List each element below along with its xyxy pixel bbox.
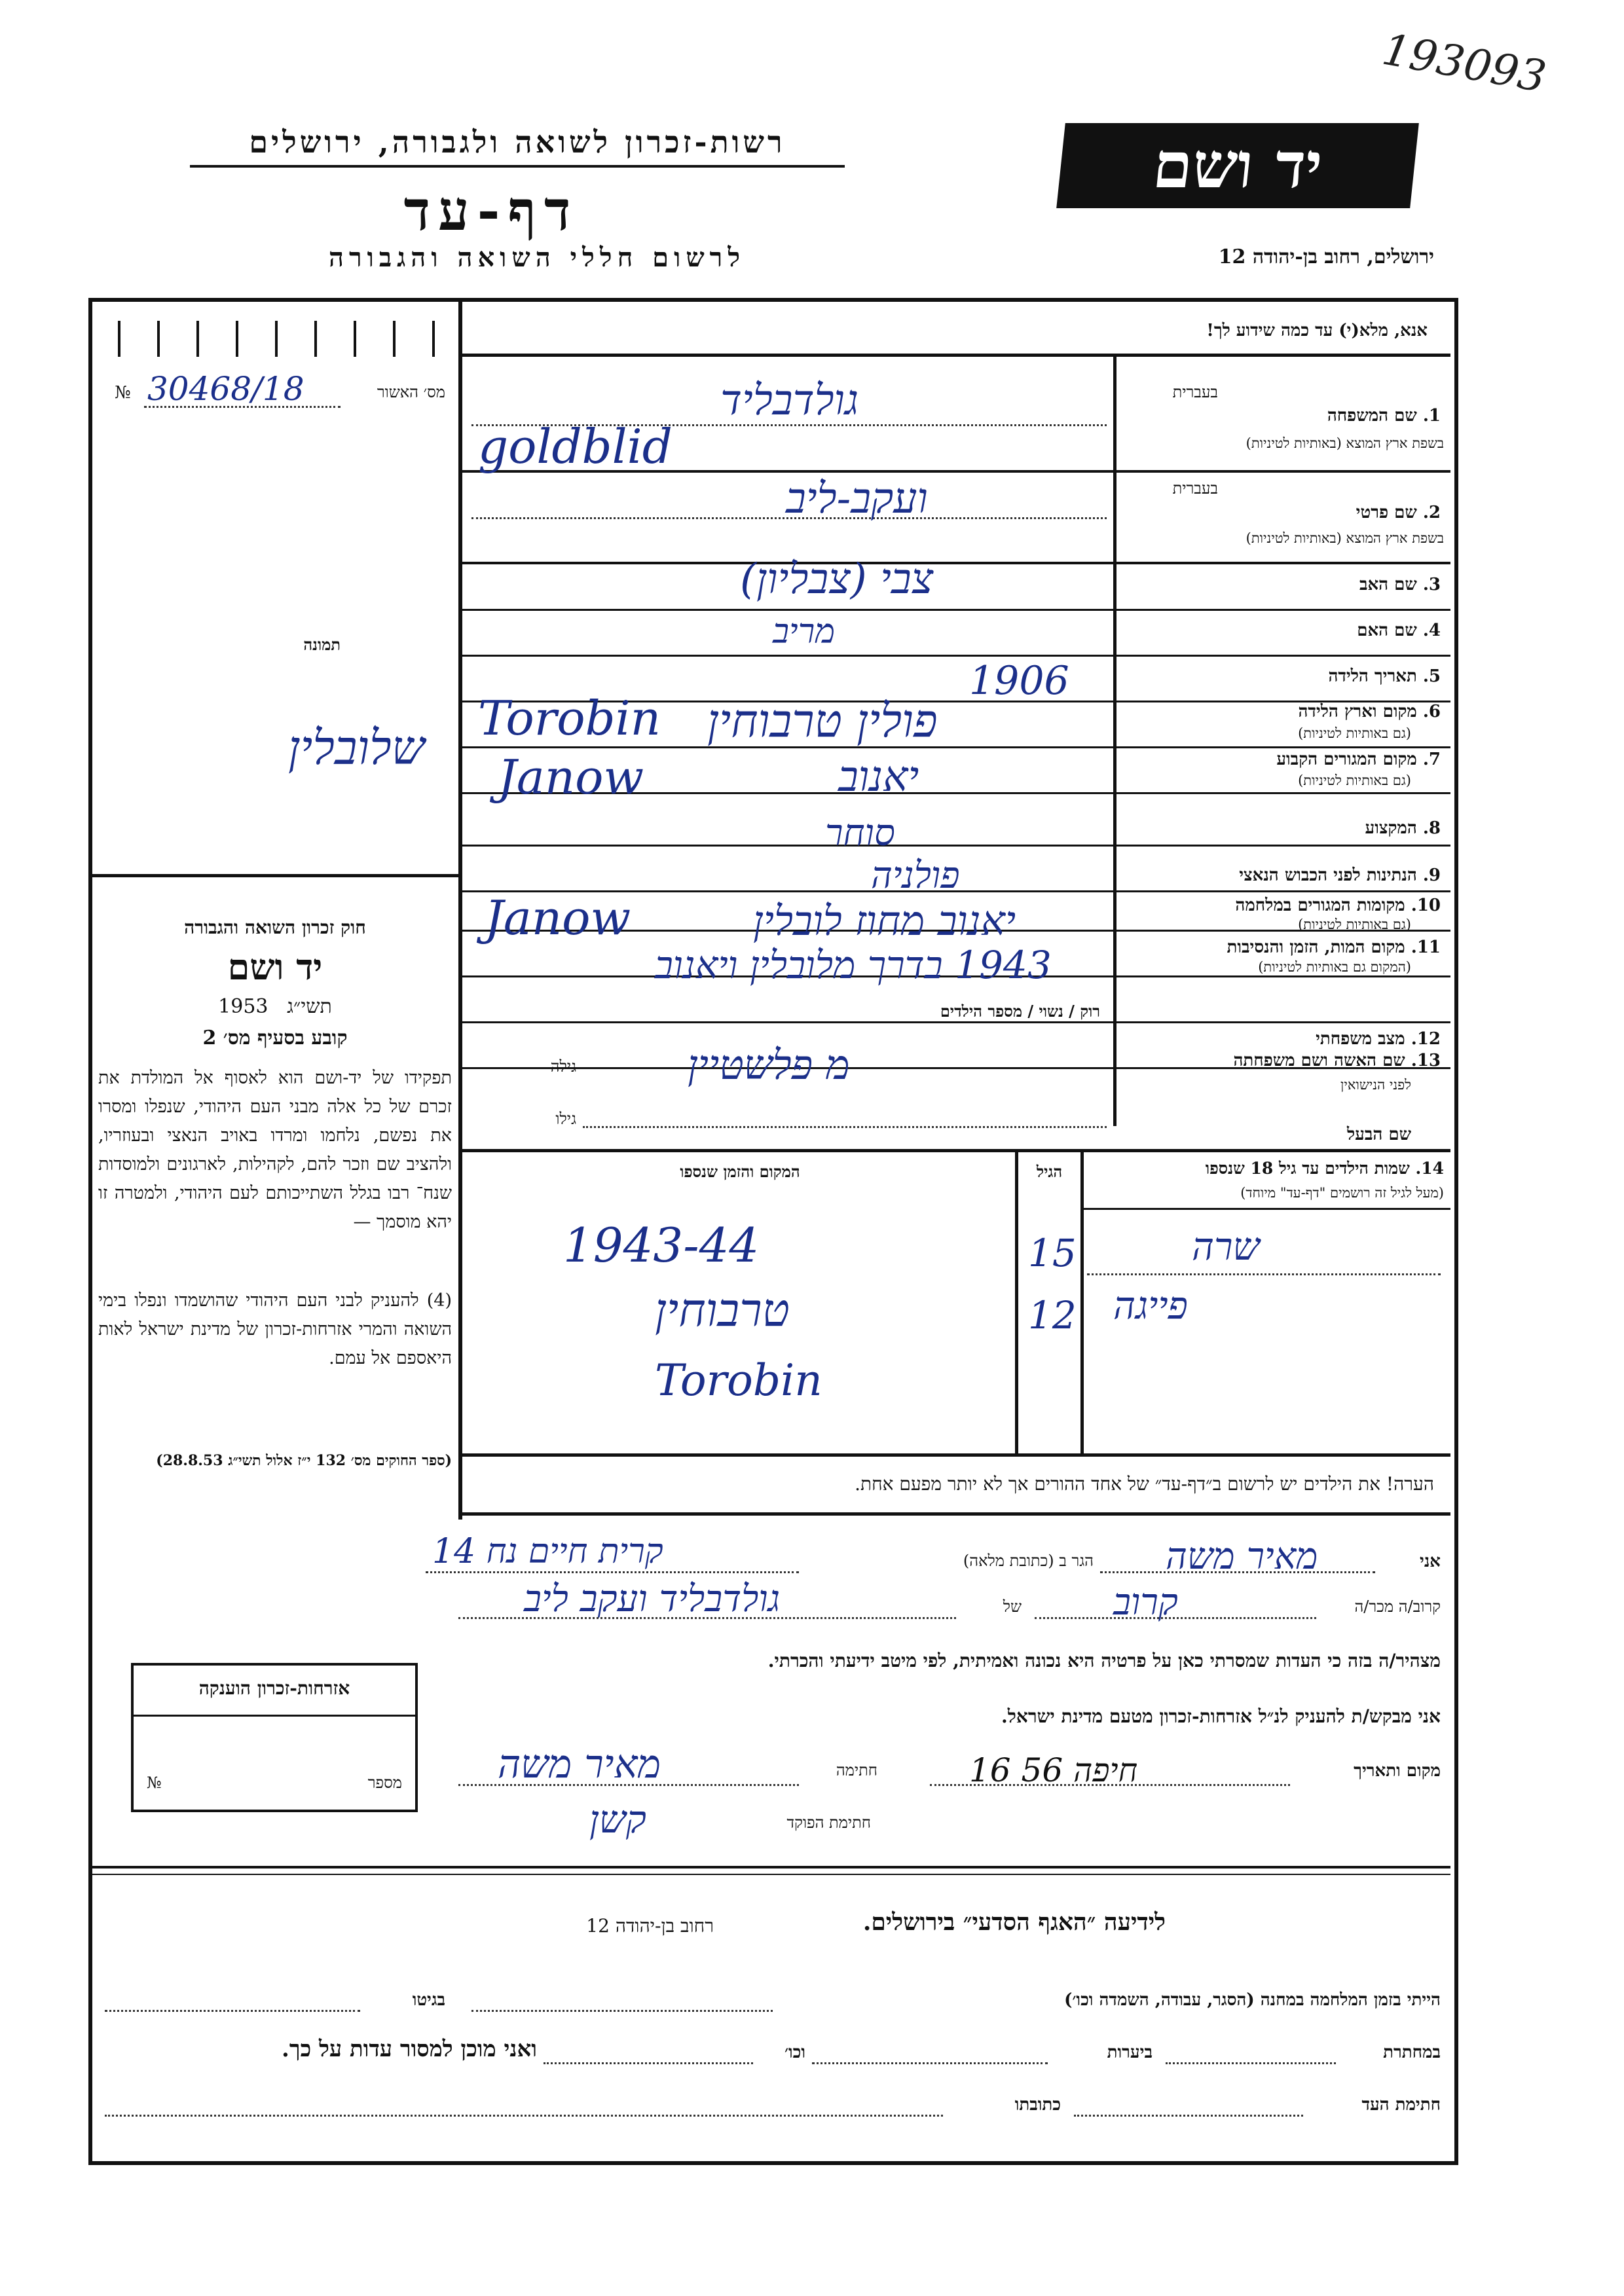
f12-label: 12. מצב משפחתי xyxy=(1316,1029,1441,1049)
children-age-col: הגיל xyxy=(1036,1162,1063,1181)
form-subtitle: לרשום חללי השואה והגבורה xyxy=(328,242,746,273)
f8-label: 8. המקצוע xyxy=(1365,818,1441,838)
f10-value: יאנוב מחוז לובלין xyxy=(753,897,1016,945)
decl-official: חתימת הפוקד xyxy=(786,1813,871,1832)
citizenship-prefix: № xyxy=(147,1774,162,1792)
child-2-name: פייגה xyxy=(1113,1283,1188,1328)
law-title: חוק זכרון השואה והגבורה xyxy=(184,917,366,938)
f5-value: 1906 xyxy=(969,658,1069,704)
logo-text: יד ושם xyxy=(1149,128,1326,202)
citizenship-number: מספר xyxy=(367,1774,402,1792)
f13-age-label: גילה xyxy=(550,1057,576,1076)
f7-latin-value: Janow xyxy=(498,750,644,805)
citizenship-box xyxy=(131,1663,418,1812)
f7-value: יאנוב xyxy=(838,753,919,801)
notice-line3-mid: כתובתו xyxy=(1014,2095,1061,2115)
children-top-rule xyxy=(458,1149,1450,1152)
decl-signature-label: חתימה xyxy=(836,1761,877,1779)
child-1-name: שרה xyxy=(1192,1224,1260,1269)
husband-line xyxy=(583,1126,1107,1128)
f7-sub: (גם באותיות לטיניות) xyxy=(1298,773,1411,788)
notice-line2-end: ואני מוכן למסור עדות על כך. xyxy=(282,2036,537,2062)
intro-rule xyxy=(458,354,1450,357)
child-2-place: טרבוחין xyxy=(655,1283,790,1337)
f10-latin-value: Janow xyxy=(485,890,631,945)
f11-label: 11. מקום המות, הזמן והנסיבות xyxy=(1227,938,1441,957)
f2-hebrew-value: ועקב-ליב xyxy=(786,475,928,523)
f2-latin-note: בשפת ארץ המוצא (באותיות לטיניות) xyxy=(1246,530,1444,546)
f1-in-hebrew: בעברית xyxy=(1172,383,1218,401)
note-text: הערה! את הילדים יש לרשום ב״דף-עד״ של אחד ההורים אך לא יותר מפעם אחת. xyxy=(855,1473,1434,1495)
law-text: תפקידו של יד-ושם הוא לאסוף אל המולדת את זכרם של כל אלה מבני העם היהודי, שנפלו ומסרו את נפשם, נלחמו ומרדו באויב הנאצי ובעוזריו, ולהציב שם וזכר להם, לקהילות, לארגונים ולמוסדות שנח־ רבו בגלל השתייכותם לעם היהודי, ולמטרה זו יהא מוסמך — xyxy=(98,1068,452,1232)
f1-label: 1. שם המשפחה xyxy=(1327,406,1441,426)
f1-latin-value: goldblid xyxy=(478,419,673,474)
decl-address-value: קרית חיים נח 14 xyxy=(432,1532,663,1571)
f6-sub: (גם באותיות לטיניות) xyxy=(1298,725,1411,741)
decl-request: אני מבקש/ת להעניק לנ״ל אזרחות-זכרון מטעם מדינת ישראל. xyxy=(1001,1705,1441,1727)
f5-label: 5. תאריך הלידה xyxy=(1328,666,1441,686)
decl-signature-value: מאיר משה xyxy=(498,1741,661,1787)
f1-latin-note: בשפת ארץ המוצא (באותיות לטיניות) xyxy=(1246,435,1444,451)
child-1-place: 1943-44 xyxy=(563,1218,760,1273)
child-1-age: 15 xyxy=(1028,1231,1077,1275)
children-header-rule xyxy=(1080,1208,1450,1210)
yad-vashem-logo xyxy=(1056,123,1419,208)
f1-hebrew-value: גולדבליד xyxy=(720,376,859,425)
f3-value: צבי (צבליון) xyxy=(740,555,934,604)
decl-resident: הגר ב (כתובת מלאה) xyxy=(963,1552,1094,1570)
children-place-col: המקום והזמן שנספו xyxy=(680,1162,800,1181)
notice-address: רחוב בן-יהודה 12 xyxy=(586,1915,714,1937)
notice-line2-start: במחתרת xyxy=(1383,2043,1441,2062)
f8-value: סוחר xyxy=(825,812,895,854)
child-place-latin: Torobin xyxy=(655,1355,822,1406)
notice-title: לידיעה ״האגף הסדעי״ בירושלים. xyxy=(862,1908,1166,1936)
authority-title: רשות-זכרון לשואה ולגבורה, ירושלים xyxy=(249,124,786,160)
note-top-rule xyxy=(458,1453,1450,1457)
husband-age-label: גילו xyxy=(555,1110,576,1128)
f4-label: 4. שם האם xyxy=(1357,621,1441,640)
children-heading-sub: (מעל לגיל זה רושמים "דף-עד" מיוחד) xyxy=(1240,1185,1444,1201)
citizenship-title: אזרחות-זכרון הוענקה xyxy=(198,1677,350,1699)
f10-label: 10. מקומות המגורים במלחמה xyxy=(1235,896,1441,915)
f7-label: 7. מקום המגורים הקבוע xyxy=(1276,750,1441,769)
notice-rule xyxy=(92,1866,1450,1868)
note-bottom-rule xyxy=(458,1512,1450,1516)
f12-options: רוק / נשוי / מספר הילדים xyxy=(940,1002,1100,1021)
photo-area-handwriting: שלובלין xyxy=(288,720,425,775)
header-address: ירושלים, רחוב בן-יהודה 12 xyxy=(1218,246,1434,268)
f9-value: פולניה xyxy=(871,854,960,897)
f4-value: מריב xyxy=(773,612,836,651)
children-col-1 xyxy=(1015,1152,1018,1453)
authority-underline xyxy=(190,165,845,168)
form-title: דף-עד xyxy=(403,178,579,243)
decl-relative: קרוב/ה מכר/ה xyxy=(1354,1597,1441,1616)
law-year: 1953 xyxy=(218,995,268,1018)
law-source: (ספר החוקים מס׳ 132 י״ז אלול תשי״ג 28.8.53) xyxy=(156,1452,452,1469)
approval-label: מס׳ האשור xyxy=(377,383,445,401)
decl-of-value: גולדבליד ועקב ליב xyxy=(524,1578,781,1620)
f13-sub: לפני הנישואין xyxy=(1340,1077,1411,1093)
f6-latin-value: Torobin xyxy=(478,691,661,746)
intro-text: אנא, מלא(י) עד כמה שידוע לך! xyxy=(1206,321,1428,340)
f11-sub: (המקום גם באותיות לטיניות) xyxy=(1258,959,1411,975)
decl-official-signature: קשן xyxy=(589,1797,646,1842)
law-clause: קובע בסעיף מס׳ 2 xyxy=(202,1027,348,1049)
f2-label: 2. שם פרטי xyxy=(1356,503,1441,522)
decl-ani-value: מאיר משה xyxy=(1166,1535,1318,1578)
decl-relative-value: קרוב xyxy=(1113,1581,1178,1624)
decl-date-value: 16 חיפה 56 xyxy=(969,1751,1138,1789)
f11-value: 1943 בדרך מלובלין ויאנוב xyxy=(655,943,1052,987)
children-heading: 14. שמות הילדים עד גיל 18 שנספו xyxy=(1205,1159,1444,1178)
notice-line2-etc: וכו׳ xyxy=(784,2043,805,2062)
notice-line3-start: חתימת העד xyxy=(1361,2095,1441,2115)
husband-label: שם הבעל xyxy=(1346,1125,1411,1144)
notice-line2-mid: ביערות xyxy=(1107,2043,1153,2062)
law-text-2: (4) להעניק לבני העם היהודי שהושמדו ונפלו בימי השואה והמרי אזרחות-זכרון של מדינת ישראל לאות היאספם אל עמם. xyxy=(98,1290,452,1368)
notice-line1-end: בגיטו xyxy=(412,1990,445,2010)
child-2-age: 12 xyxy=(1028,1293,1077,1338)
law-year-row xyxy=(105,995,445,1018)
law-box-top-rule xyxy=(92,874,458,877)
f9-label: 9. הנתינות לפני הכבוש הנאצי xyxy=(1239,866,1441,885)
f13-value: מ פלשטיין xyxy=(688,1041,850,1089)
notice-line1: הייתי בזמן המלחמה במחנה (הסגר, עבודה, השמדה וכו׳) xyxy=(1064,1990,1441,2010)
approval-ticks xyxy=(105,321,445,360)
approval-line xyxy=(144,406,341,408)
photo-label: תמונה xyxy=(303,635,341,654)
f13-label: 13. שם האשה ושם משפחתה xyxy=(1233,1051,1441,1070)
f6-value: פולין טרבוחין xyxy=(707,694,938,748)
left-column-divider xyxy=(458,302,462,1520)
law-year-hebrew: תשי״ג xyxy=(287,995,332,1018)
f2-in-hebrew: בעברית xyxy=(1172,479,1218,498)
label-column-divider xyxy=(1113,354,1116,1126)
children-col-2 xyxy=(1080,1152,1084,1453)
decl-declare: מצהיר/ה בזה כי העדות שמסרתי כאן על פרטיה היא נכונה ואמיתית, לפי מיטב ידיעתי והכרתי. xyxy=(767,1650,1441,1671)
decl-ani: אני xyxy=(1420,1552,1441,1571)
archive-number: 193093 xyxy=(1378,24,1550,103)
f6-label: 6. מקום וארץ הלידה xyxy=(1298,702,1441,721)
law-name: יד ושם xyxy=(227,946,323,988)
decl-of: של xyxy=(1003,1597,1022,1616)
decl-place-date: מקום ותאריך xyxy=(1354,1761,1441,1781)
approval-prefix: № xyxy=(115,383,131,403)
f3-label: 3. שם האב xyxy=(1359,575,1441,594)
f10-sub: (גם באותיות לטיניות) xyxy=(1298,917,1411,932)
approval-number: 30468/18 xyxy=(147,370,304,408)
